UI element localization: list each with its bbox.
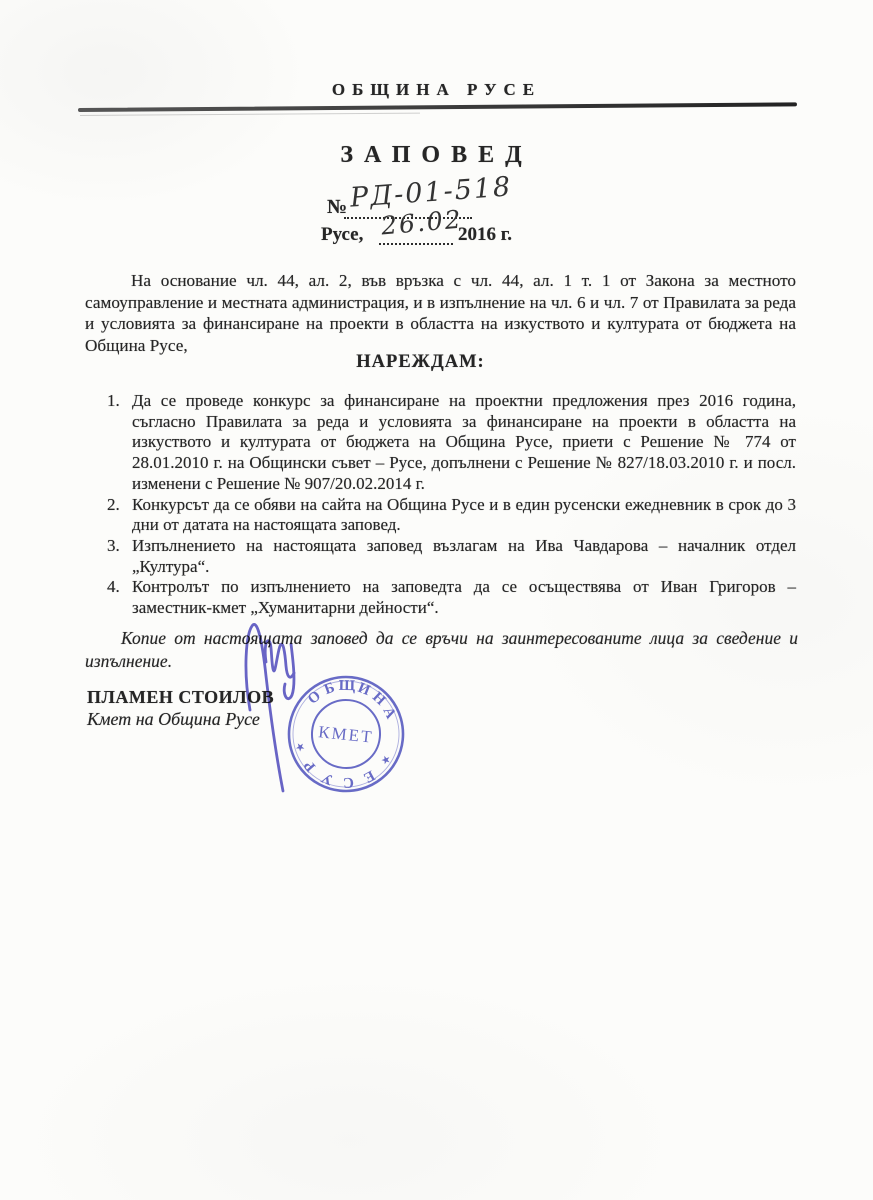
order-item-2 [85, 495, 796, 536]
order-number-handwritten: РД-01-518 [349, 171, 514, 214]
order-item-1-text: Да се проведе конкурс за финансиране на проектни предложения през 2016 година, съгласно Правилата за реда и условията за финансиране на проекти в областта на изкуството и културата от бюджета на Община Русе, приети с Решение № 774 от 28.01.2010 г. на Общински съвет – Русе, допълнени с Решение № 827/18.03.2010 г. и посл. изменени с Решение № 907/20.02.2014 г. [132, 391, 796, 493]
stamp-letter: И [355, 679, 373, 700]
order-item-4-number: 4. [107, 577, 120, 597]
order-item-2-number: 2. [107, 494, 120, 514]
order-date-handwritten: 26.02 [379, 204, 464, 241]
order-place: Русе, [321, 224, 364, 245]
signer-name: ПЛАМЕН СТОИЛОВ [87, 687, 275, 707]
order-title: ЗАПОВЕД [340, 142, 533, 168]
preamble-paragraph: На основание чл. 44, ал. 2, във връзка с чл. 44, ал. 1 т. 1 от Закона за местното самоуправление и местната администрация, и в изпълнение на чл. 6 и чл. 7 от Правилата за реда и условията за финансиране на проекти в областта на изкуството и културата от бюджета на Община Русе, [85, 271, 796, 355]
stamp-letter: Е [360, 766, 378, 786]
order-item-1-number: 1. [107, 391, 120, 410]
stamp-letter: Б [322, 679, 337, 699]
letterhead-org-name: ОБЩИНА РУСЕ [331, 80, 542, 99]
stamp-star-right: ★ [377, 752, 394, 768]
stamp-letter: Р [301, 757, 320, 775]
municipality-mayor-stamp [266, 654, 426, 814]
stamp-letter: С [342, 773, 355, 791]
closing-note: Копие от настоящата заповед да се връчи на заинтересованите лица за сведение и изпълнение. [85, 628, 798, 671]
order-year: 2016 г. [458, 224, 512, 245]
order-item-3 [85, 536, 796, 577]
stamp-star-left: ★ [292, 740, 308, 754]
signer-role: Кмет на Община Русе [87, 709, 260, 729]
order-items-list [85, 391, 796, 619]
order-item-1 [85, 391, 796, 495]
order-item-2-text: Конкурсът да се обяви на сайта на Община Русе и в един русенски ежедневник в срок до 3 дни от датата на настоящата заповед. [132, 494, 796, 535]
stamp-center-text: КМЕТ [317, 722, 375, 747]
order-item-3-number: 3. [107, 535, 120, 555]
order-number-prefix: № [327, 196, 348, 218]
order-item-3-text: Изпълнението на настоящата заповед възлагам на Ива Чавдарова – началник отдел „Култура“. [132, 535, 796, 576]
letterhead-rule [78, 102, 797, 112]
order-item-4 [85, 577, 796, 618]
order-item-4-text: Контролът по изпълнението на заповедта да се осъществява от Иван Григоров – заместник-кмет „Хуманитарни дейности“. [132, 577, 796, 618]
stamp-letter: Щ [338, 677, 356, 695]
letterhead-rule-echo [80, 113, 420, 116]
stamp-letter: А [379, 704, 399, 722]
stamp-letter: У [319, 768, 336, 788]
stamp-letter: Н [369, 689, 389, 709]
order-date-dotted-line [379, 243, 453, 245]
command-heading: НАРЕЖДАМ: [356, 352, 485, 372]
stamp-letter: О [304, 687, 325, 708]
